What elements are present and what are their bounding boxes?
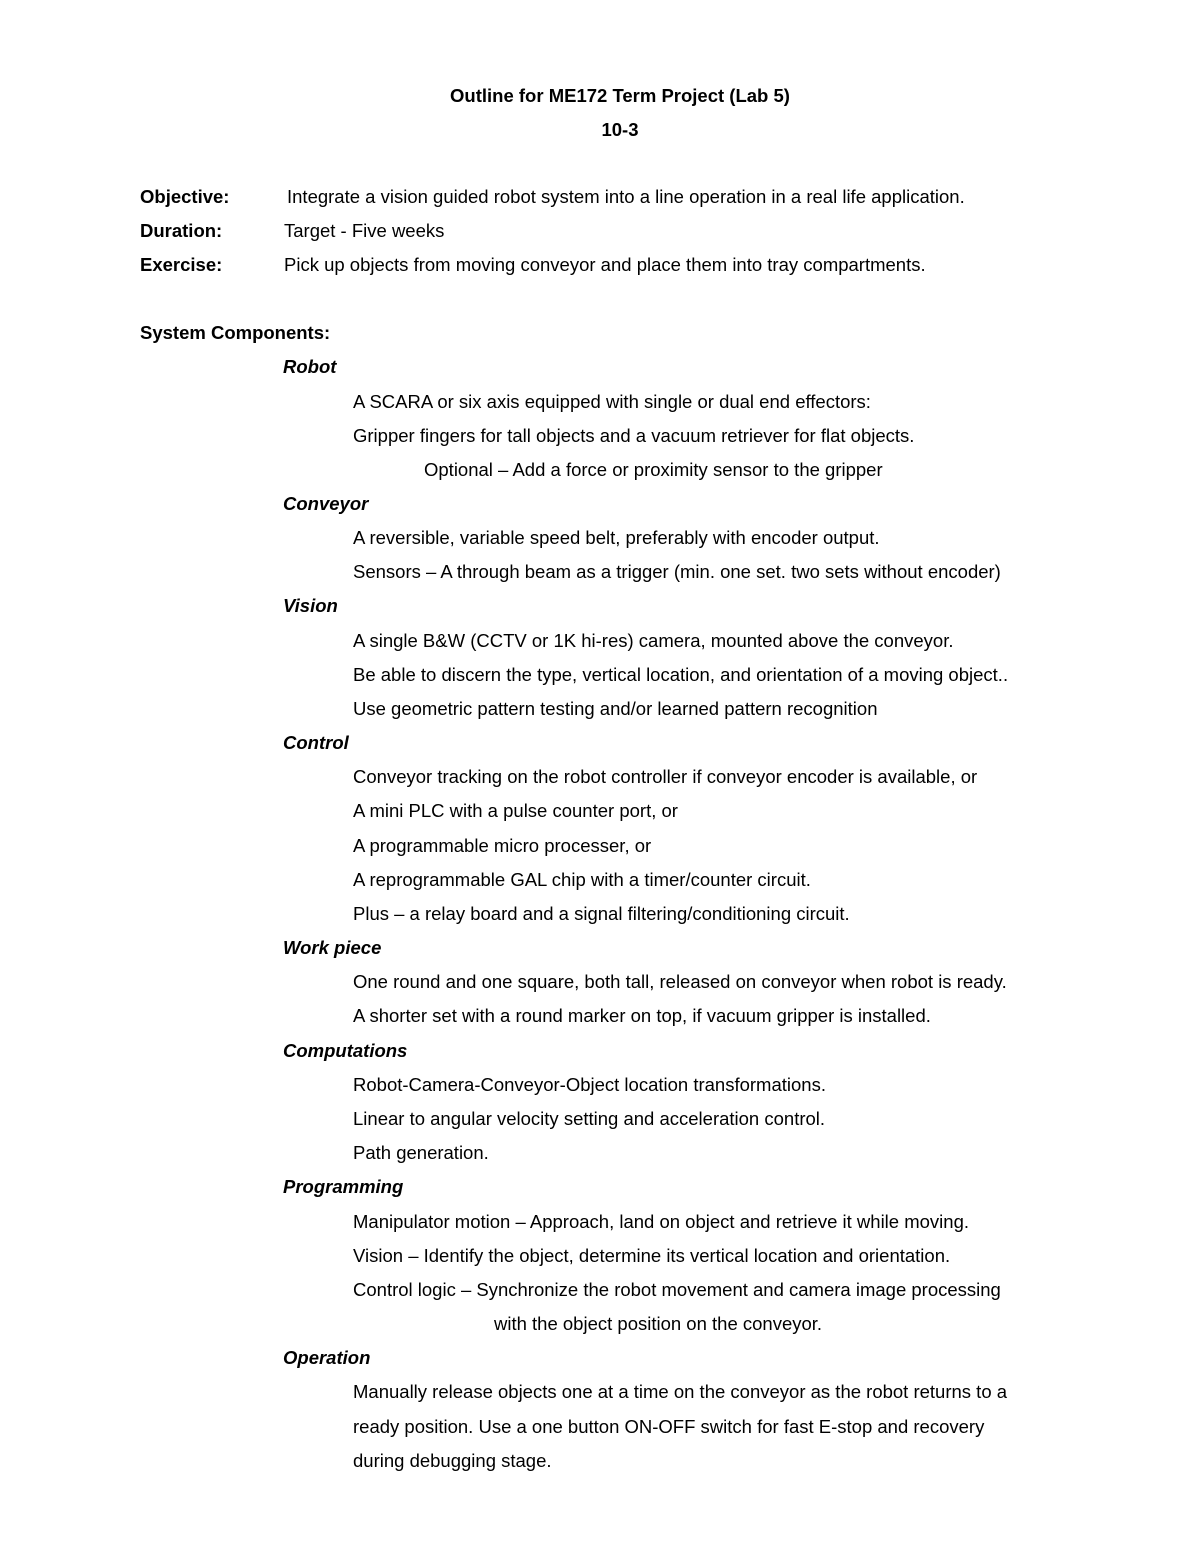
programming-line: Vision – Identify the object, determine its vertical location and orientation.	[353, 1245, 951, 1266]
conveyor-line: A reversible, variable speed belt, preferably with encoder output.	[353, 527, 880, 548]
vision-line: Be able to discern the type, vertical location, and orientation of a moving object..	[353, 664, 1009, 685]
control-line: Plus – a relay board and a signal filtering/conditioning circuit.	[353, 903, 850, 924]
vision-line: Use geometric pattern testing and/or learned pattern recognition	[353, 698, 878, 719]
programming-line: with the object position on the conveyor.	[494, 1313, 823, 1334]
operation-line: Manually release objects one at a time on the conveyor as the robot returns to a	[353, 1381, 1008, 1402]
exercise-value: Pick up objects from moving conveyor and place them into tray compartments.	[284, 254, 926, 275]
section-heading-work-piece: Work piece	[283, 937, 382, 958]
duration-label: Duration:	[140, 220, 223, 241]
conveyor-line: Sensors – A through beam as a trigger (min. one set. two sets without encoder)	[353, 561, 1001, 582]
document-date: 10-3	[601, 119, 639, 140]
programming-line: Control logic – Synchronize the robot movement and camera image processing	[353, 1279, 1001, 1300]
section-heading-control: Control	[283, 732, 349, 753]
duration-value: Target - Five weeks	[284, 220, 445, 241]
work-piece-line: One round and one square, both tall, released on conveyor when robot is ready.	[353, 971, 1007, 992]
control-line: A programmable micro processer, or	[353, 835, 652, 856]
computations-line: Robot-Camera-Conveyor-Object location transformations.	[353, 1074, 826, 1095]
operation-line: during debugging stage.	[353, 1450, 552, 1471]
vision-line: A single B&W (CCTV or 1K hi-res) camera, mounted above the conveyor.	[353, 630, 954, 651]
system-components-heading: System Components:	[140, 322, 331, 343]
section-heading-computations: Computations	[283, 1040, 408, 1061]
exercise-label: Exercise:	[140, 254, 223, 275]
robot-line: Optional – Add a force or proximity sensor to the gripper	[424, 459, 883, 480]
section-heading-conveyor: Conveyor	[283, 493, 369, 514]
section-heading-vision: Vision	[283, 595, 338, 616]
section-heading-programming: Programming	[283, 1176, 404, 1197]
operation-line: ready position. Use a one button ON-OFF switch for fast E-stop and recovery	[353, 1416, 985, 1437]
robot-line: Gripper fingers for tall objects and a vacuum retriever for flat objects.	[353, 425, 915, 446]
objective-value: Integrate a vision guided robot system into a line operation in a real life application.	[287, 186, 965, 207]
robot-line: A SCARA or six axis equipped with single or dual end effectors:	[353, 391, 871, 412]
programming-line: Manipulator motion – Approach, land on object and retrieve it while moving.	[353, 1211, 969, 1232]
control-line: Conveyor tracking on the robot controller if conveyor encoder is available, or	[353, 766, 978, 787]
objective-label: Objective:	[140, 186, 230, 207]
section-heading-robot: Robot	[283, 356, 337, 377]
control-line: A mini PLC with a pulse counter port, or	[353, 800, 678, 821]
document-title: Outline for ME172 Term Project (Lab 5)	[450, 85, 790, 106]
control-line: A reprogrammable GAL chip with a timer/counter circuit.	[353, 869, 811, 890]
section-heading-operation: Operation	[283, 1347, 371, 1368]
work-piece-line: A shorter set with a round marker on top, if vacuum gripper is installed.	[353, 1005, 931, 1026]
computations-line: Linear to angular velocity setting and acceleration control.	[353, 1108, 826, 1129]
computations-line: Path generation.	[353, 1142, 489, 1163]
